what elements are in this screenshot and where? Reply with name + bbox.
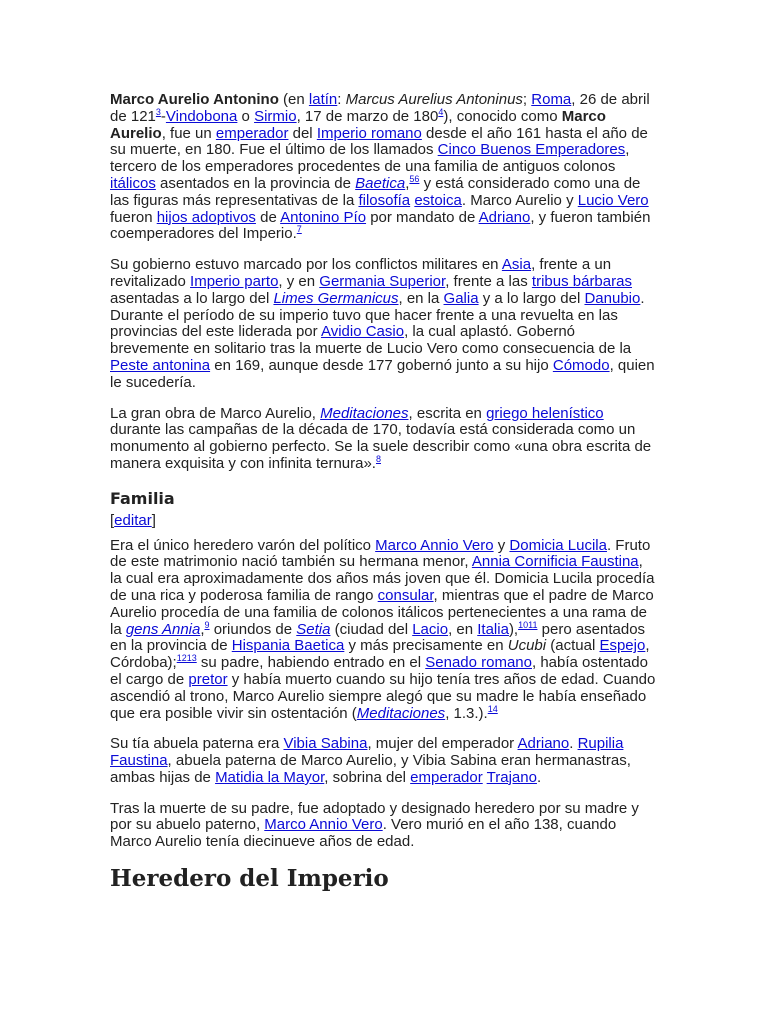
ref-1011[interactable]: 1011	[518, 619, 538, 630]
link-vindobona[interactable]: Vindobona	[165, 107, 238, 125]
link-estoica[interactable]: estoica	[414, 191, 462, 209]
link-asia[interactable]: Asia	[501, 256, 532, 274]
link-sirmio[interactable]: Sirmio	[254, 107, 297, 125]
ref-9[interactable]: 9	[204, 619, 210, 630]
ref-56[interactable]: 56	[409, 173, 420, 184]
ref-4[interactable]: 4	[438, 106, 444, 117]
intro-paragraph: Marco Aurelio Antonino (en latín: Marcus Aurelius Antoninus; Roma, 26 de abril de 121$^3$-Vindobona o Sirmio, 17 de marzo de 180$^4$), conocido como Marco Aurelio, fue un emperador del Imperio romano desde el año 161 hasta el año de su muerte, en 180. Fue el último de los llamados Cinco Buenos Emperadores, tercero de los emperadores procedentes de una familia de antiguos colonos itálicos asentados en la provincia de Baetica,$^{56}$ y está considerado como una de las figuras más representativas de la filosofía estoica. Marco Aurelio y Lucio Vero fueron hijos adoptivos de Antonino Pío por mandato de Adriano, y fueron también coemperadores del Imperio.$^7$	[110, 91, 651, 243]
link-griego-helenistico[interactable]: griego helenístico	[486, 404, 604, 422]
government-paragraph: Su gobierno estuvo marcado por los conflictos militares en Asia, frente a un revitalizado Imperio parto, y en Germania Superior, frente a las tribus bárbaras asentadas a lo largo del Limes Germanicus, en la Galia y a lo largo del Danubio. Durante el período de su imperio tuvo que hacer frente a una revuelta en las provincias del este liderada por Avidio Casio, la cual aplastó. Gobernó brevemente en solitario tras la muerte de Lucio Vero como consecuencia de la Peste antonina en 169, aunque desde 177 gobernó junto a su hijo Cómodo, quien le sucedería.	[110, 256, 655, 391]
link-setia[interactable]: Setia	[296, 620, 331, 638]
aunt-paragraph: Su tía abuela paterna era Vibia Sabina, mujer del emperador Adriano. Rupilia Faustina, abuela paterna de Marco Aurelio, y Vibia Sabina eran hermanastras, ambas hijas de Matidia la Mayor, sobrina del emperador Trajano.	[110, 735, 631, 786]
link-trajano[interactable]: Trajano	[486, 768, 537, 786]
link-avidio-casio[interactable]: Avidio Casio	[320, 323, 405, 341]
link-antonino-pio[interactable]: Antonino Pío	[280, 208, 367, 226]
link-italicos[interactable]: itálicos	[110, 174, 156, 192]
link-rupilia-faustina[interactable]: Rupilia Faustina	[110, 735, 624, 770]
link-lucio-vero[interactable]: Lucio Vero	[577, 191, 649, 209]
bold-name: Marco Aurelio	[110, 107, 606, 142]
link-filosofia[interactable]: filosofía	[358, 191, 411, 209]
link-annia-cornificia[interactable]: Annia Cornificia Faustina	[471, 553, 639, 571]
ucubi-text: Ucubi	[507, 637, 547, 655]
link-roma[interactable]: Roma	[531, 91, 572, 108]
link-meditaciones[interactable]: Meditaciones	[320, 404, 409, 422]
link-comodo[interactable]: Cómodo	[552, 356, 610, 374]
section-heading-heredero: Heredero del Imperio	[110, 865, 389, 893]
link-galia[interactable]: Galia	[443, 289, 479, 307]
link-domicia-lucila[interactable]: Domicia Lucila	[509, 536, 607, 554]
latin-name: Marcus Aurelius Antoninus	[345, 91, 523, 108]
link-adriano-2[interactable]: Adriano	[517, 735, 570, 753]
link-meditaciones-2[interactable]: Meditaciones	[356, 704, 446, 722]
link-gens-annia[interactable]: gens Annia	[125, 620, 201, 638]
link-germania-superior[interactable]: Germania Superior	[319, 272, 446, 290]
link-hijos-adoptivos[interactable]: hijos adoptivos	[156, 208, 256, 226]
link-matidia-la-mayor[interactable]: Matidia la Mayor	[215, 768, 325, 786]
article-body	[110, 92, 658, 893]
link-espejo[interactable]: Espejo	[599, 637, 646, 655]
ref-14[interactable]: 14	[487, 703, 498, 714]
link-marco-annio-vero-2[interactable]: Marco Annio Vero	[264, 816, 383, 834]
link-tribus-barbaras[interactable]: tribus bárbaras	[531, 272, 632, 290]
adoption-paragraph: Tras la muerte de su padre, fue adoptado y designado heredero por su madre y por su abuelo paterno, Marco Annio Vero. Vero murió en el año 138, cuando Marco Aurelio tenía diecinueve años de edad.	[110, 799, 639, 851]
link-danubio[interactable]: Danubio	[584, 289, 641, 307]
subject-name: Marco Aurelio Antonino	[110, 91, 279, 108]
link-lacio[interactable]: Lacio	[412, 620, 449, 638]
meditations-paragraph: La gran obra de Marco Aurelio, Meditaciones, escrita en griego helenístico durante las campañas de la década de 170, todavía está considerada como un monumento al gobierno perfecto. Se la suele describir como «una obra escrita de manera exquisita y con infinita ternura».$^8$	[110, 404, 652, 472]
link-pretor[interactable]: pretor	[188, 670, 228, 688]
edit-link[interactable]: editar	[114, 511, 152, 529]
link-emperador-2[interactable]: emperador	[410, 768, 483, 786]
family-paragraph: Era el único heredero varón del político Marco Annio Vero y Domicia Lucila. Fruto de este matrimonio nació también su hermana menor, Annia Cornificia Faustina, la cual era aproximadamente dos años más joven que él. Domicia Lucila procedía de una rica y poderosa familia de rango consular, mientras que el padre de Marco Aurelio procedía de una familia de colonos itálicos pertenecientes a una rama de la gens Annia,$^9$ oriundos de Setia (ciudad del Lacio, en Italia),$^{1011}$ pero asentados en la provincia de Hispania Baetica y más precisamente en Ucubi (actual Espejo, Córdoba);$^{1213}$ su padre, habiendo entrado en el Senado romano, había ostentado el cargo de pretor y había muerto cuando su hijo tenía tres años de edad. Cuando ascendió al trono, Marco Aurelio siempre alegó que su madre le había enseñado que era posible vivir sin ostentación (Meditaciones, 1.3.).$^{14}$	[110, 536, 656, 722]
link-adriano[interactable]: Adriano	[478, 208, 531, 226]
link-italia[interactable]: Italia	[477, 620, 509, 638]
link-vibia-sabina[interactable]: Vibia Sabina	[283, 735, 368, 753]
section-heading-familia: Familia	[110, 488, 175, 508]
link-imperio-parto[interactable]: Imperio parto	[190, 272, 279, 290]
link-senado-romano[interactable]: Senado romano	[425, 654, 532, 672]
link-latin[interactable]: latín	[308, 91, 338, 108]
link-consular[interactable]: consular	[377, 586, 434, 604]
edit-section-link: [editar]	[110, 511, 156, 529]
ref-1213[interactable]: 1213	[176, 653, 197, 664]
link-cinco-buenos[interactable]: Cinco Buenos Emperadores	[437, 141, 626, 159]
ref-8[interactable]: 8	[375, 453, 381, 464]
ref-3[interactable]: 3	[155, 106, 161, 117]
link-hispania-baetica[interactable]: Hispania Baetica	[231, 637, 345, 655]
link-marco-annio-vero[interactable]: Marco Annio Vero	[375, 536, 494, 554]
link-baetica[interactable]: Baetica	[355, 174, 406, 192]
link-peste-antonina[interactable]: Peste antonina	[110, 356, 211, 374]
link-imperio-romano[interactable]: Imperio romano	[316, 124, 422, 142]
link-emperador[interactable]: emperador	[215, 124, 289, 142]
link-limes-germanicus[interactable]: Limes Germanicus	[273, 289, 399, 307]
ref-7[interactable]: 7	[296, 224, 302, 235]
